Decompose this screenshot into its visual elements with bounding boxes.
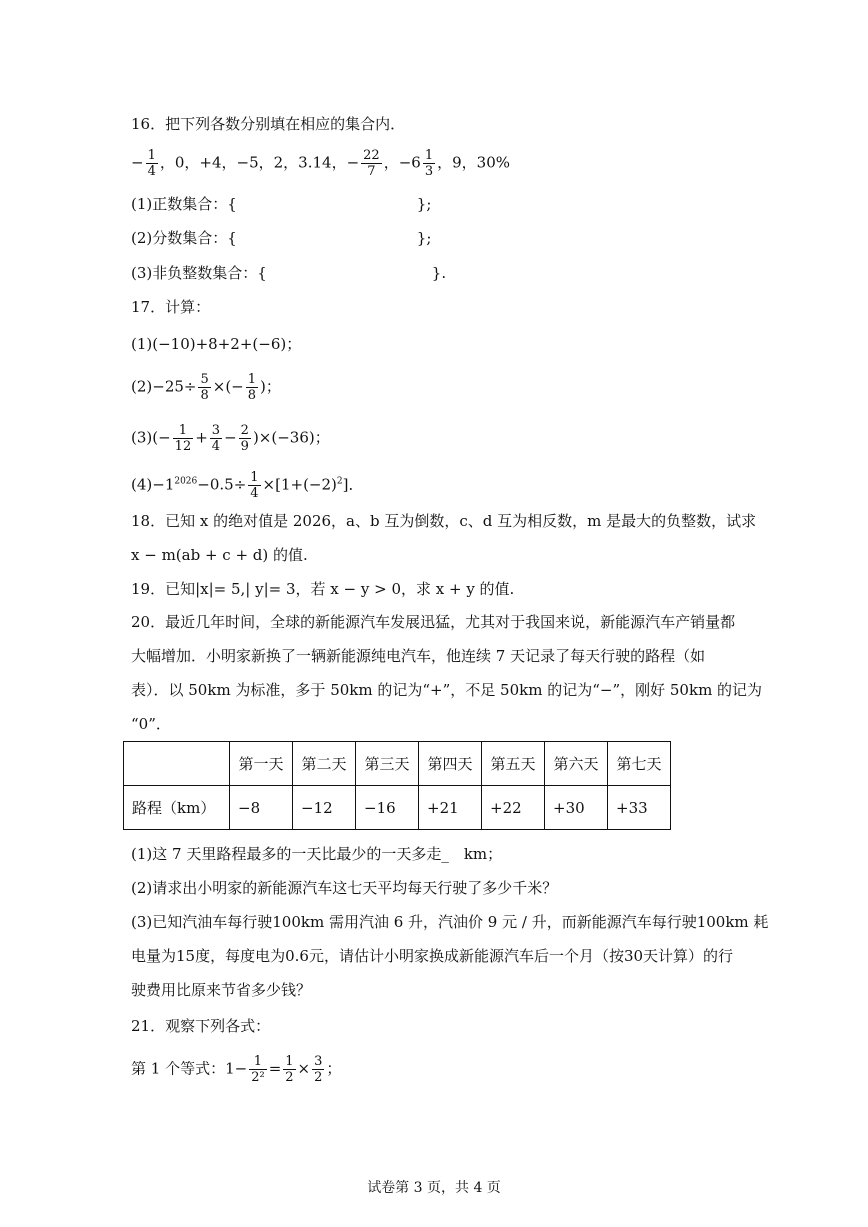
q20-part1: (1)这 7 天里路程最多的一天比最少的一天多走_ km； [131, 845, 503, 863]
page-footer: 试卷第 3 页，共 4 页 [367, 1180, 501, 1196]
table-cell: −12 [293, 786, 356, 830]
q17-part4: $(4)-1^{2026}-0.5\div$ $\frac{1}{4}$ $\times[1+(-2)^2]$． [131, 470, 364, 501]
q20-part3-line1: (3)已知汽油车每行驶100km 需用汽油 6 升，汽油价 9 元 / 升，而新能源汽车每行驶100km 耗 [131, 913, 769, 931]
table-header-cell: 第三天 [356, 742, 419, 786]
fraction: $\frac{5}{8}$ [200, 372, 209, 403]
q16-title: 16．把下列各数分别填在相应的集合内． [131, 115, 406, 133]
q18-line1: 18．已知 x 的绝对值是 2026，a、b 互为倒数，c、d 互为相反数，m 是最大的负整数，试求 [131, 512, 757, 530]
table-cell: +30 [545, 786, 608, 830]
fraction: $\frac{1}{12}$ [174, 423, 192, 454]
table-cell: +21 [419, 786, 482, 830]
q20-part3-line3: 驶费用比原来节省多少钱？ [131, 981, 312, 999]
q19-line: 19．已知|x|= 5,| y|= 3，若 x − y > 0，求 x + y 的值. [131, 580, 515, 598]
distance-table [123, 741, 671, 830]
q20-line1: 20．最近几年时间，全球的新能源汽车发展迅猛，尤其对于我国来说，新能源汽车产销量都 [131, 613, 736, 631]
table-header-row [124, 742, 671, 786]
fraction: $\frac{1}{4}$ [250, 470, 259, 501]
table-cell: −8 [230, 786, 293, 830]
table-cell [124, 742, 230, 786]
table-cell: +33 [608, 786, 671, 830]
q17-part1: (1)(−10)+8+2+(−6)； [131, 335, 302, 353]
q20-part3-line2: 电量为15度，每度电为0.6元，请估计小明家换成新能源汽车后一个月（按30天计算）的行 [131, 947, 734, 965]
q17-title: 17．计算： [131, 298, 211, 316]
table-row [124, 786, 671, 830]
q16-numbers: − $\frac{1}{4}$ ，0，+4，−5，2，3.14，− $\frac{22}{7}$ ，−6 $\frac{1}{3}$ ，9，30% [131, 148, 511, 179]
q20-part2: (2)请求出小明家的新能源汽车这七天平均每天行驶了多少千米？ [131, 879, 558, 897]
fraction: $\frac{22}{7}$ [363, 148, 380, 179]
fraction: $\frac{1}{4}$ [147, 148, 156, 179]
table-cell: +22 [482, 786, 545, 830]
q18-line2: x − m(ab + c + d) 的值. [131, 546, 308, 564]
fraction: $\frac{1}{3}$ [424, 148, 434, 179]
q20-line3: 表）．以 50km 为标准，多于 50km 的记为“+”，不足 50km 的记为“−”，刚好 50km 的记为 [131, 681, 763, 699]
q21-title: 21．观察下列各式： [131, 1017, 271, 1035]
q16-part1: (1)正数集合：{ }; [131, 195, 432, 213]
table-header-cell: 第五天 [482, 742, 545, 786]
table-cell: −16 [356, 786, 419, 830]
q17-part2: (2)−25÷ $\frac{5}{8}$ ×(− $\frac{1}{8}$ )； [131, 372, 281, 403]
table-header-cell: 第七天 [608, 742, 671, 786]
q20-line2: 大幅增加．小明家新换了一辆新能源纯电汽车，他连续 7 天记录了每天行驶的路程（如 [131, 647, 706, 665]
fraction: $\frac{1}{\text{2²}}$ [251, 1054, 265, 1085]
q17-part3: (3)(− $\frac{1}{12}$ + $\frac{3}{4}$ − $\frac{2}{9}$ )×(−36)； [131, 423, 330, 454]
fraction: $\frac{1}{2}$ [285, 1054, 294, 1085]
q16-part3: (3)非负整数集合：{ }. [131, 264, 447, 282]
fraction: $\frac{1}{8}$ [247, 372, 257, 403]
fraction: $\frac{3}{4}$ [211, 423, 221, 454]
q20-line4: “0”． [131, 715, 171, 733]
row-label-cell: 路程（km） [124, 786, 230, 830]
fraction: $\frac{2}{9}$ [240, 423, 249, 454]
fraction: $\frac{3}{2}$ [314, 1054, 323, 1085]
table-header-cell: 第二天 [293, 742, 356, 786]
table-header-cell: 第六天 [545, 742, 608, 786]
table-header-cell: 第四天 [419, 742, 482, 786]
table-header-cell: 第一天 [230, 742, 293, 786]
q16-part2: (2)分数集合：{ }; [131, 229, 432, 247]
q21-equation1: 第 1 个等式：1− $\frac{1}{\text{2²}}$ = $\frac{1}{2}$ × $\frac{3}{2}$ ； [131, 1054, 342, 1085]
